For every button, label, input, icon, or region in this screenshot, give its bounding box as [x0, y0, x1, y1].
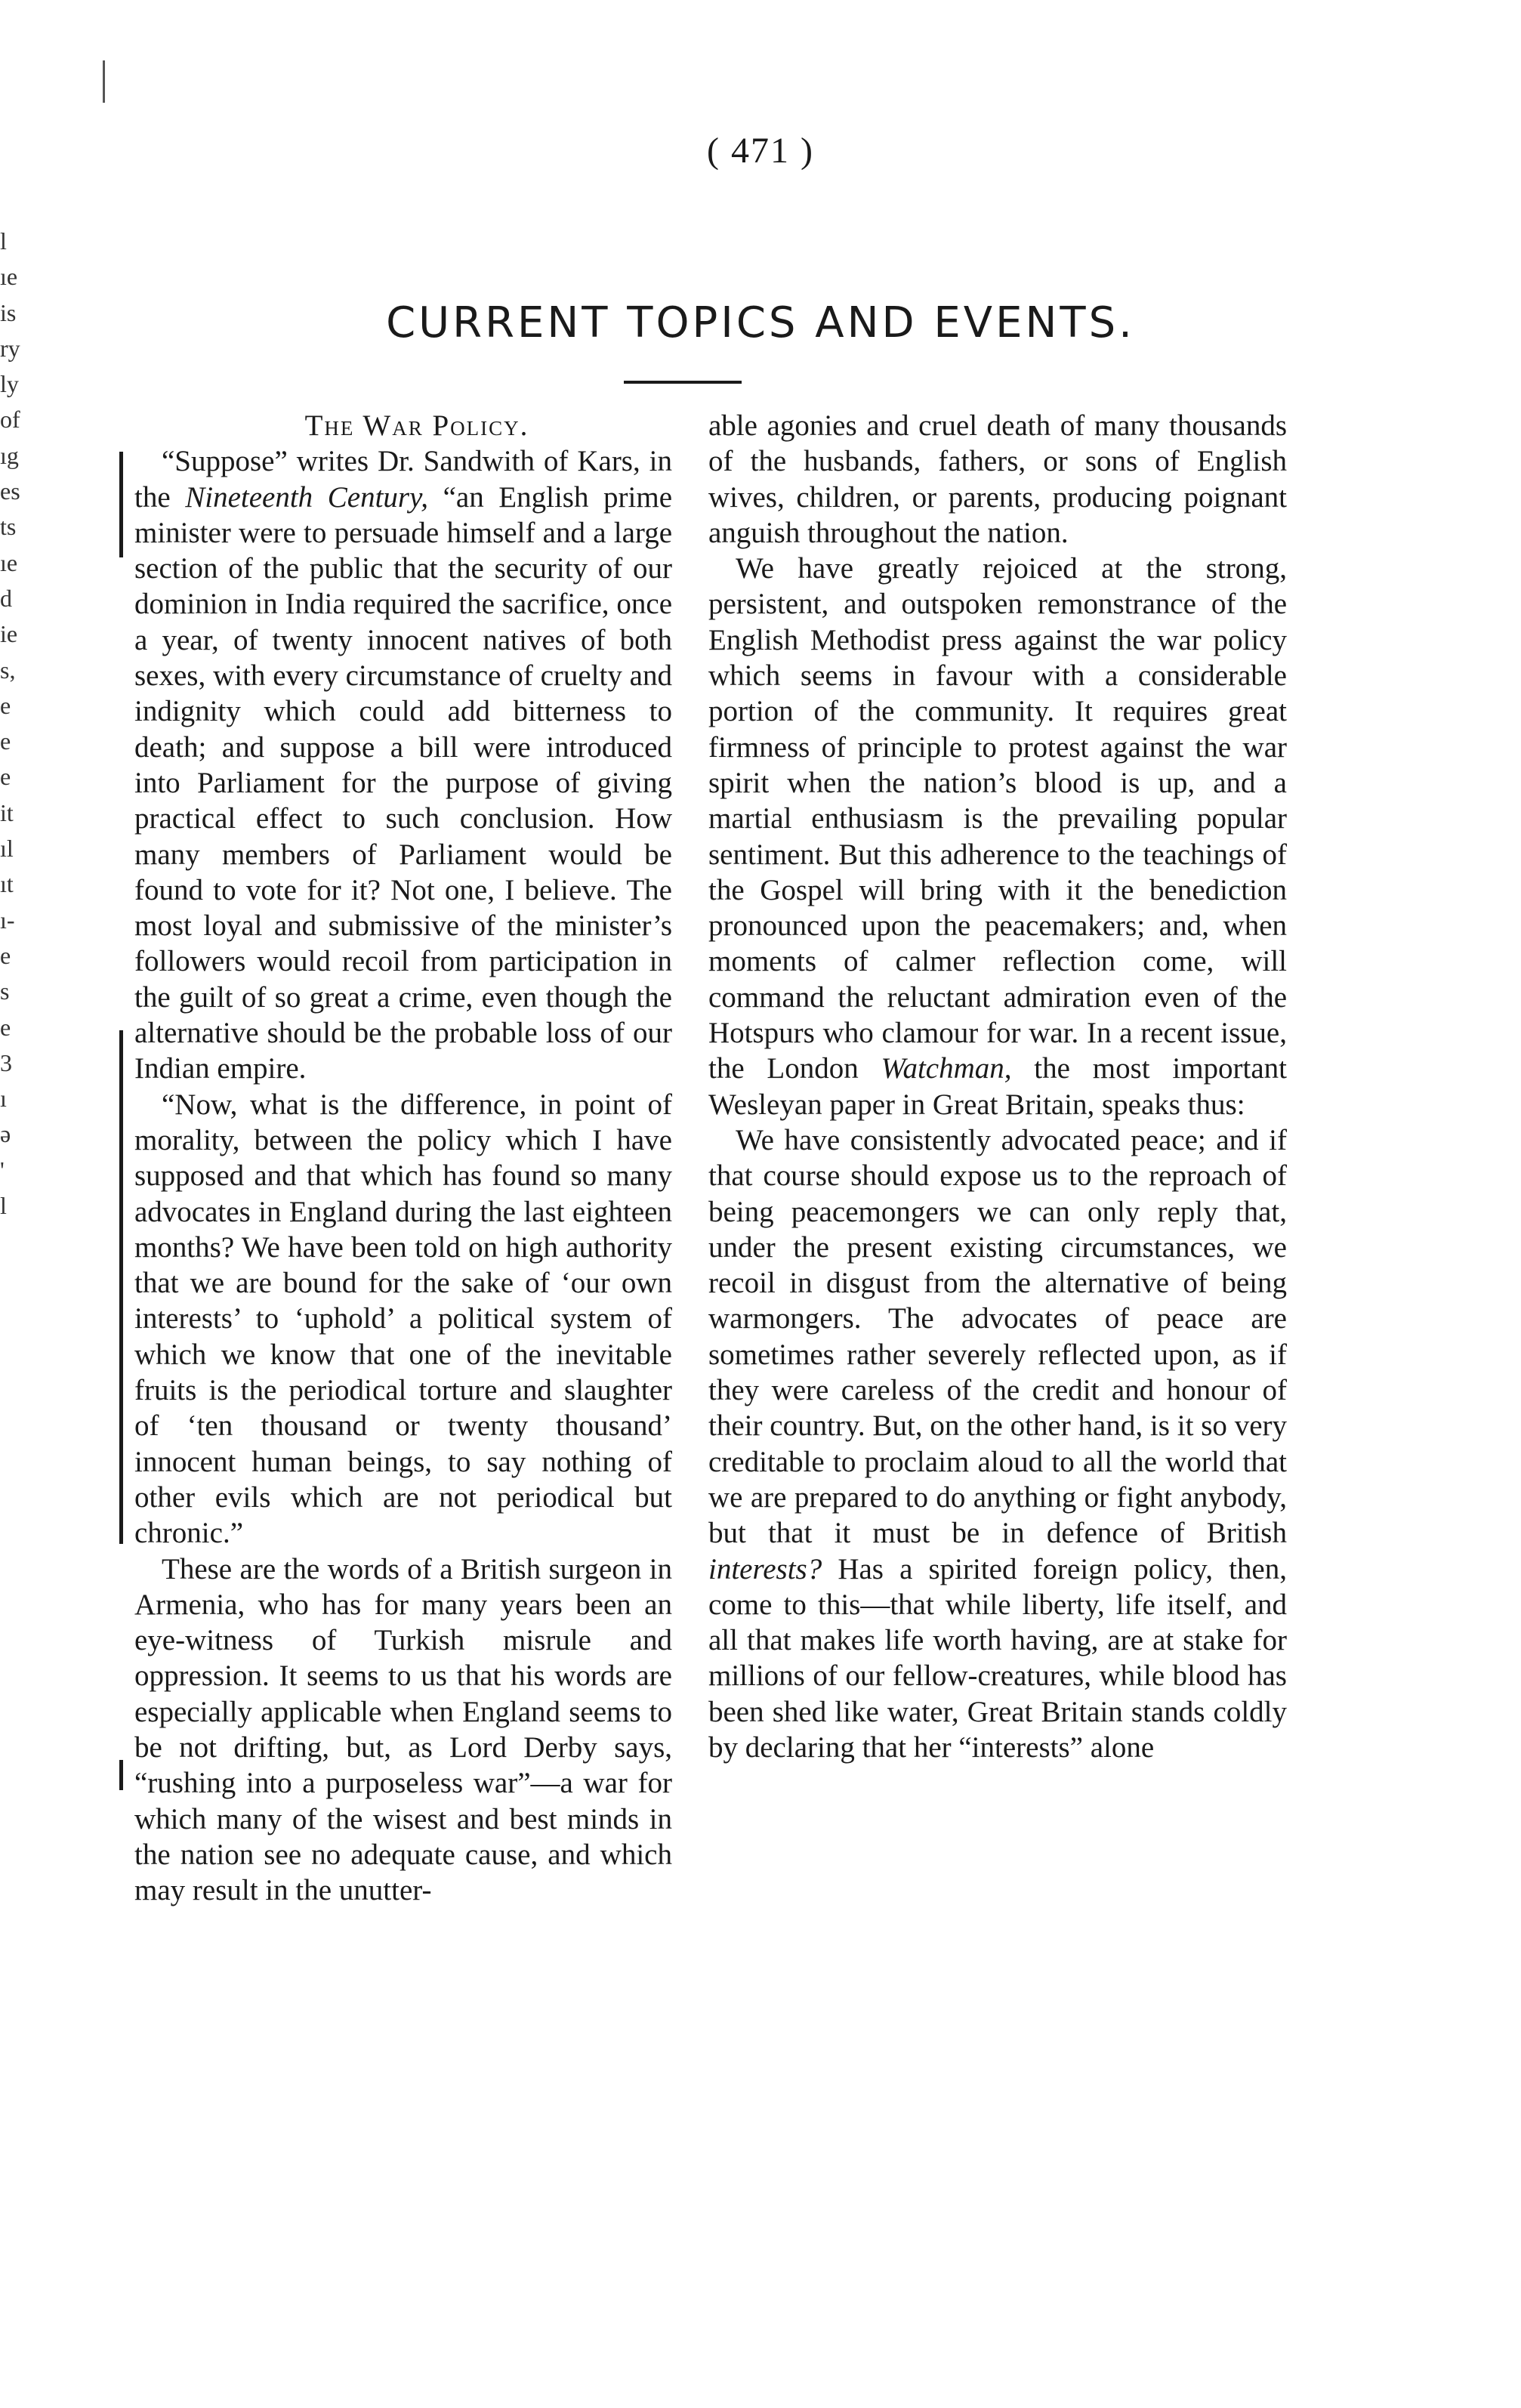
margin-fragment: es	[0, 477, 20, 505]
left-paragraph-1	[134, 443, 672, 1086]
margin-fragment: l	[0, 1192, 7, 1220]
right-paragraph-2-start: We have greatly rejoiced at the strong, persistent, and outspoken remonstrance of the English Methodist press against the war policy which seems in favour with a considerable portion of the community. It requires great firmness of principle to protest against the war spirit when the nation’s blood is up, and a martial enthusiasm is the prevailing popular sentiment. But this adherence to the teachings of the Gospel will bring with it the benediction pronounced upon the peacemakers; and, when moments of calmer reflection come, will command the reluctant admiration even of the Hotspurs who clamour for war. In a recent issue, the London	[708, 552, 1287, 1085]
margin-fragment: d	[0, 584, 12, 612]
emphasis-text: interests?	[708, 1552, 822, 1585]
margin-fragment: 3	[0, 1048, 12, 1076]
page-number: ( 471 )	[707, 131, 814, 171]
article-title: The War Policy.	[304, 409, 529, 442]
margin-fragment: of	[0, 406, 20, 434]
margin-fragment: e	[0, 727, 11, 755]
margin-fragment: ıe	[0, 548, 18, 576]
right-paragraph-1: able agonies and cruel death of many thousands of the husbands, fathers, or sons of English wives, children, or parents, producing poignant anguish throughout the nation.	[708, 409, 1287, 549]
right-paragraph-2	[708, 551, 1287, 1122]
left-paragraph-1-start: “Suppose” writes Dr. Sandwith of Kars, in the	[134, 445, 672, 514]
publication-title: Nineteenth Century,	[185, 480, 429, 514]
right-paragraph-3	[708, 1122, 1287, 1765]
title-rule	[624, 381, 742, 384]
margin-fragment: s,	[0, 656, 16, 684]
margin-fragment: ə	[0, 1120, 11, 1148]
right-paragraph-3-end: Has a spirited foreign policy, then, come to this—that while liberty, life itself, and all that makes life worth having, are at stake for millions of our fellow-creatures, while blood has been shed like water, Great Britain stands coldly by declaring that her “interests” alone	[708, 1552, 1287, 1764]
right-column	[708, 408, 1287, 1765]
margin-fragment: e	[0, 941, 11, 969]
left-paragraph-1-rest: “an English prime minister were to persuade himself and a large section of the public that the security of our dominion in India required the sacrifice, once a year, of twenty innocent natives of both sexes, with every circumstance of cruelty and indignity which could add bitterness to death; and suppose a bill were introduced into Parliament for the purpose of giving practical effect to such conclusion. How many members of Parliament would be found to vote for it? Not one, I believe. The most loyal and submissive of the minister’s followers would recoil from participation in the guilt of so great a crime, even though the alternative should be the probable loss of our Indian empire.	[134, 480, 672, 1085]
margin-fragment: e	[0, 1013, 11, 1041]
left-paragraph-3: These are the words of a British surgeon in Armenia, who has for many years been an eye-witness of Turkish misrule and oppression. It seems to us that his words are especially applicable when England seems to be not drifting, but, as Lord Derby says, “rushing into a purposeless war”—a war for which many of the wisest and best minds in the nation see no adequate cause, and which may result in the unutter-	[134, 1552, 672, 1907]
margin-bar-bottom	[119, 1760, 123, 1790]
margin-fragment: s	[0, 977, 10, 1005]
margin-fragment: '	[0, 1156, 5, 1184]
margin-fragment: e	[0, 763, 11, 791]
margin-fragment: e	[0, 691, 11, 719]
publication-title: Watchman,	[881, 1052, 1012, 1085]
margin-fragment: ly	[0, 370, 19, 398]
margin-fragment: ie	[0, 620, 18, 648]
right-paragraph-3-start: We have consistently advocated peace; and if that course should expose us to the reproach of being peacemongers we can only reply that, under the present existing circumstances, we recoil in disgust from the alternative of being warmongers. The advocates of peace are sometimes rather severely reflected upon, as if they were careless of the credit and honour of their country. But, on the other hand, is it so very creditable to proclaim aloud to all the world that we are prepared to do anything or fight anybody, but that it must be in defence of British	[708, 1123, 1287, 1550]
margin-fragment: ts	[0, 513, 17, 541]
margin-fragments	[0, 224, 53, 1224]
margin-bar-top	[119, 452, 123, 557]
section-title: CURRENT TOPICS AND EVENTS.	[386, 298, 1135, 347]
margin-tick-mark	[103, 60, 105, 103]
margin-fragment: is	[0, 298, 17, 326]
margin-fragment: ı-	[0, 906, 15, 934]
margin-fragment: ıe	[0, 263, 18, 291]
left-column	[134, 408, 672, 1908]
margin-fragment: ıl	[0, 835, 14, 863]
right-paragraph-2-end: the most important Wesleyan paper in Great Britain, speaks thus:	[708, 1052, 1288, 1121]
margin-fragment: ıg	[0, 441, 19, 469]
margin-fragment: ry	[0, 334, 20, 362]
left-paragraph-2: “Now, what is the difference, in point of morality, between the policy which I have supposed and that which has found so many advocates in England during the last eighteen months? We have been told on high authority that we are bound for the sake of ‘our own interests’ to ‘uphold’ a political system of which we know that one of the inevitable fruits is the periodical torture and slaughter of ‘ten thousand or twenty thousand’ innocent human beings, to say nothing of other evils which are not periodical but chronic.”	[134, 1088, 672, 1550]
margin-fragment: ı	[0, 1085, 7, 1113]
margin-fragment: l	[0, 227, 7, 255]
margin-fragment: it	[0, 798, 14, 826]
margin-fragment: ıt	[0, 870, 14, 898]
margin-bar-middle	[119, 1030, 123, 1544]
